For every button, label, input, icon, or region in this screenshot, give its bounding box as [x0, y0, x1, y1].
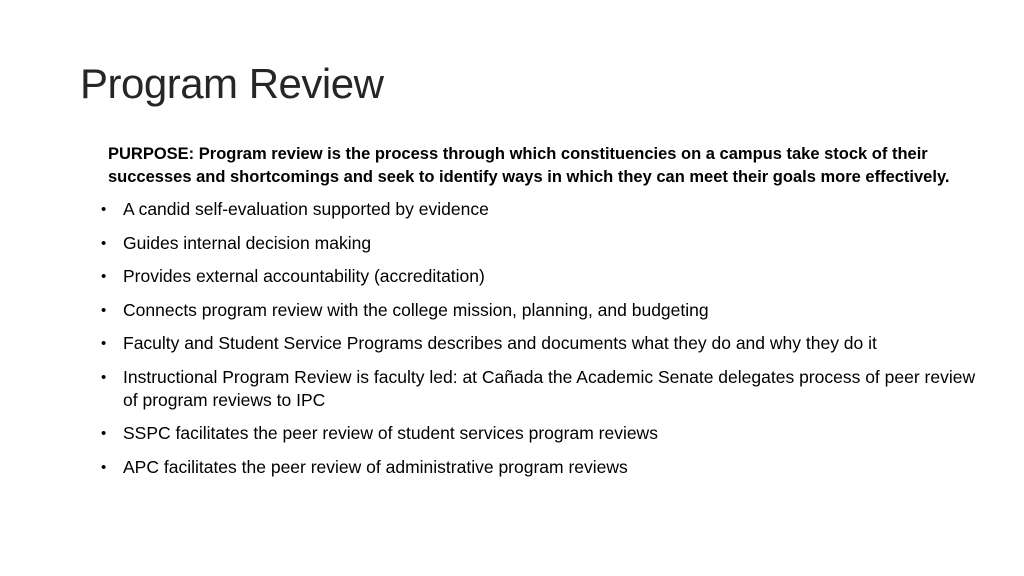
bullet-dot-icon: •	[101, 234, 107, 252]
bullet-dot-icon: •	[101, 458, 107, 476]
slide-content	[101, 143, 981, 489]
bullet-dot-icon: •	[101, 335, 107, 352]
bullet-item	[101, 422, 981, 445]
purpose-statement: PURPOSE: Program review is the process through which constituencies on a campus take stock of their successes and shortcomings and seek to identify ways in which they can meet their goals more effectively.	[108, 145, 950, 186]
bullet-item	[101, 265, 981, 288]
bullet-text: APC facilitates the peer review of administrative program reviews	[123, 456, 628, 477]
bullet-item	[101, 332, 981, 355]
bullet-dot-icon: •	[101, 268, 107, 285]
bullet-text: Guides internal decision making	[123, 232, 372, 253]
bullet-dot-icon: •	[101, 301, 107, 319]
bullet-item	[101, 299, 981, 322]
bullet-text: Provides external accountability (accreditation)	[123, 266, 485, 286]
bullet-list	[101, 198, 981, 479]
bullet-text: SSPC facilitates the peer review of student services program reviews	[123, 423, 658, 443]
slide-title: Program Review	[80, 60, 384, 107]
bullet-item	[101, 366, 981, 412]
bullet-text: A candid self-evaluation supported by evidence	[123, 199, 489, 219]
bullet-item	[101, 198, 981, 221]
bullet-text: Connects program review with the college mission, planning, and budgeting	[123, 299, 709, 320]
bullet-dot-icon: •	[101, 201, 107, 218]
bullet-dot-icon: •	[101, 368, 107, 386]
bullet-dot-icon: •	[101, 425, 107, 442]
bullet-text: Instructional Program Review is faculty led: at Cañada the Academic Senate delegates process of peer review of program reviews to IPC	[123, 366, 976, 410]
bullet-text: Faculty and Student Service Programs describes and documents what they do and why they do it	[123, 333, 877, 353]
bullet-item	[101, 456, 981, 479]
bullet-item	[101, 232, 981, 255]
